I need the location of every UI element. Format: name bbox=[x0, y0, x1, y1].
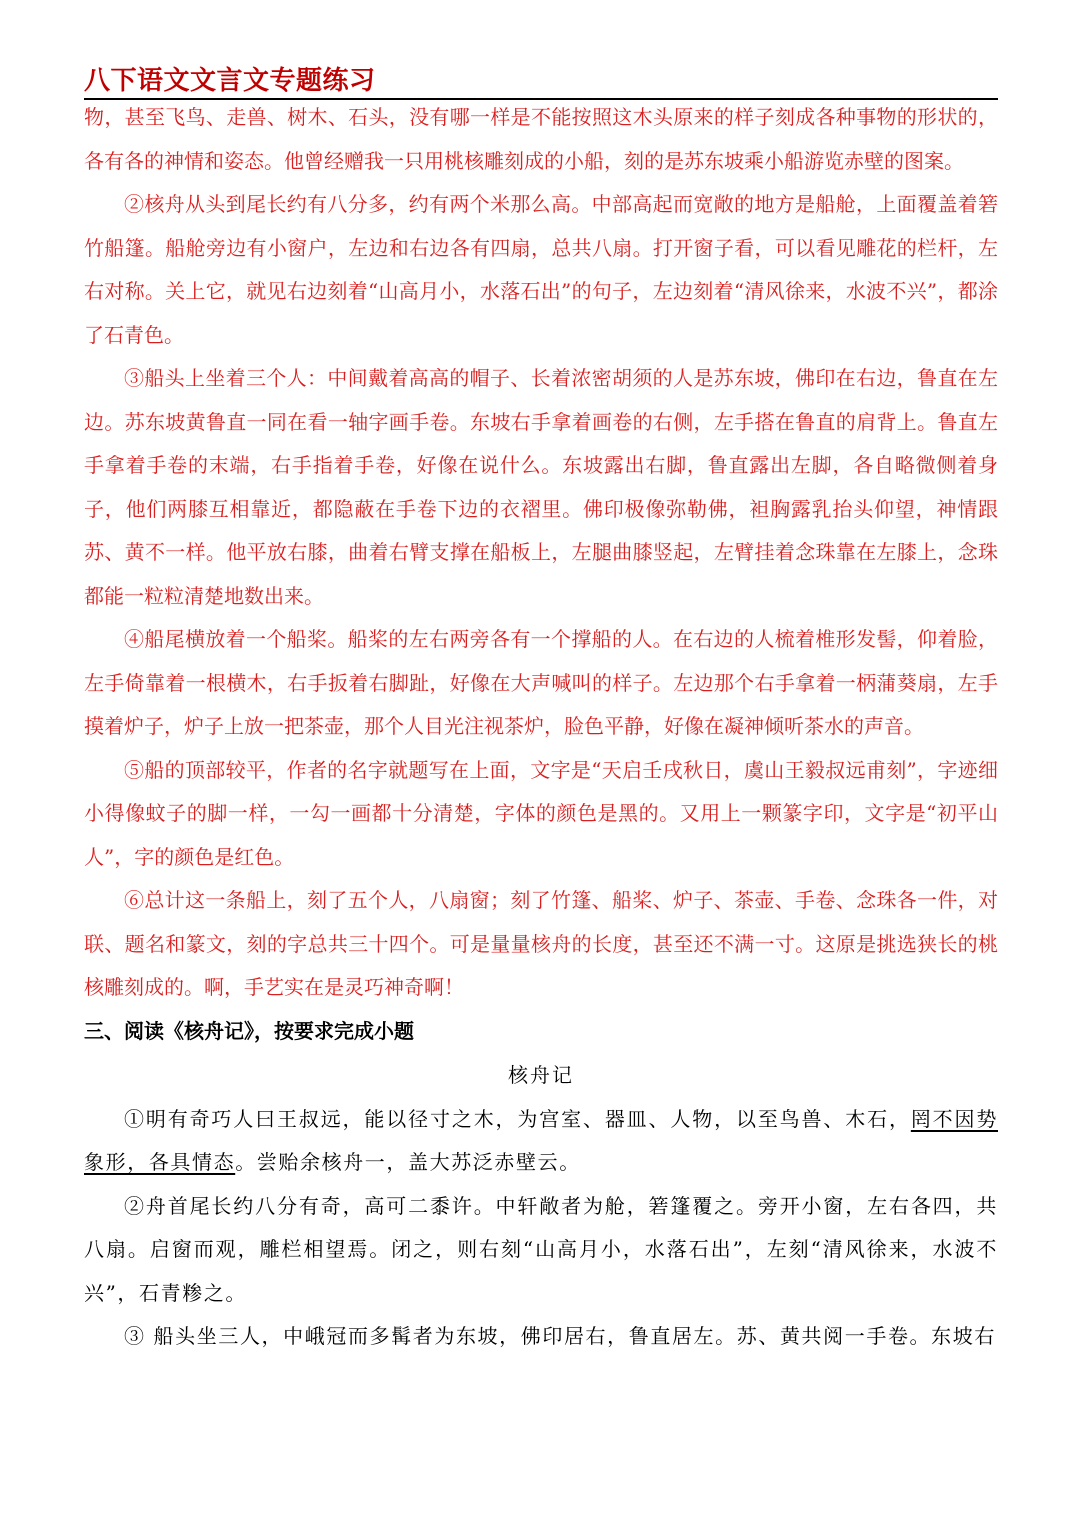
translation-paragraph-2: ②核舟从头到尾长约有八分多，约有两个米那么高。中部高起而宽敞的地方是船舱，上面覆盖着箬竹船篷。船舱旁边有小窗户，左边和右边各有四扇，总共八扇。打开窗子看，可以看见雕花的栏杆，左右对称。关上它，就见右边刻着“山高月小，水落石出”的句子，左边刻着“清风徐来，水波不兴”，都涂了石青色。 bbox=[84, 192, 998, 347]
original-paragraph-2: ②舟首尾长约八分有奇，高可二黍许。中轩敞者为舱，箬篷覆之。旁开小窗，左右各四，共八扇。启窗而观，雕栏相望焉。闭之，则右刻“山高月小，水落石出”，左刻“清风徐来，水波不兴”，石青糁之。 bbox=[84, 1193, 998, 1305]
underlined-phrase: 罔不因势象形，各具情态 bbox=[84, 1106, 998, 1174]
translation-paragraph-6: ⑥总计这一条船上，刻了五个人，八扇窗；刻了竹篷、船桨、炉子、茶壶、手卷、念珠各一件，对联、题名和篆文，刻的字总共三十四个。可是量量核舟的长度，甚至还不满一寸。这原是挑选狭长的桃核雕刻成的。啊，手艺实在是灵巧神奇啊！ bbox=[84, 888, 998, 999]
translation-paragraph-5: ⑤船的顶部较平，作者的名字就题写在上面，文字是“天启壬戌秋日，虞山王毅叔远甫刻”，字迹细小得像蚊子的脚一样，一勾一画都十分清楚，字体的颜色是黑的。又用上一颗篆字印，文字是“初平山人”，字的颜色是红色。 bbox=[84, 757, 998, 869]
original-paragraph-1 bbox=[84, 1098, 998, 1185]
original-p1-text-after: 。尝贻余核舟一，盖大苏泛赤壁云。 bbox=[235, 1150, 581, 1174]
translation-paragraph-3: ③船头上坐着三个人：中间戴着高高的帽子、长着浓密胡须的人是苏东坡，佛印在右边，鲁直在左边。苏东坡黄鲁直一同在看一轴字画手卷。东坡右手拿着画卷的右侧，左手搭在鲁直的肩背上。鲁直左手拿着手卷的末端，右手指着手卷，好像在说什么。东坡露出右脚，鲁直露出左脚，各自略微侧着身子，他们两膝互相靠近，都隐蔽在手卷下边的衣褶里。佛印极像弥勒佛，袒胸露乳抬头仰望，神情跟苏、黄不一样。他平放右膝，曲着右臂支撑在船板上，左腿曲膝竖起，左臂挂着念珠靠在左膝上，念珠都能一粒粒清楚地数出来。 bbox=[84, 366, 998, 608]
page-content bbox=[84, 96, 998, 1359]
original-paragraph-3: ③ 船头坐三人，中峨冠而多髯者为东坡，佛印居右，鲁直居左。苏、黄共阅一手卷。东坡右 bbox=[124, 1324, 996, 1348]
translation-paragraph-1-continued: 物，甚至飞鸟、走兽、树木、石头，没有哪一样是不能按照这木头原来的样子刻成各种事物的形状的，各有各的神情和姿态。他曾经赠我一只用桃核雕刻成的小船，刻的是苏东坡乘小船游览赤壁的图案。 bbox=[84, 105, 998, 173]
original-p1-text-before: ①明有奇巧人曰王叔远，能以径寸之木，为宫室、器皿、人物，以至鸟兽、木石， bbox=[124, 1106, 911, 1131]
header-title: 八下语文文言文专题练习 bbox=[84, 66, 376, 96]
article-title: 核舟记 bbox=[508, 1062, 574, 1087]
page-header bbox=[84, 58, 998, 100]
section-heading: 三、阅读《核舟记》，按要求完成小题 bbox=[84, 1018, 414, 1043]
translation-paragraph-4: ④船尾横放着一个船桨。船桨的左右两旁各有一个撑船的人。在右边的人梳着椎形发髻，仰着脸，左手倚靠着一根横木，右手扳着右脚趾，好像在大声喊叫的样子。左边那个右手拿着一柄蒲葵扇，左手摸着炉子，炉子上放一把茶壶，那个人目光注视茶炉，脸色平静，好像在凝神倾听茶水的声音。 bbox=[84, 627, 998, 738]
